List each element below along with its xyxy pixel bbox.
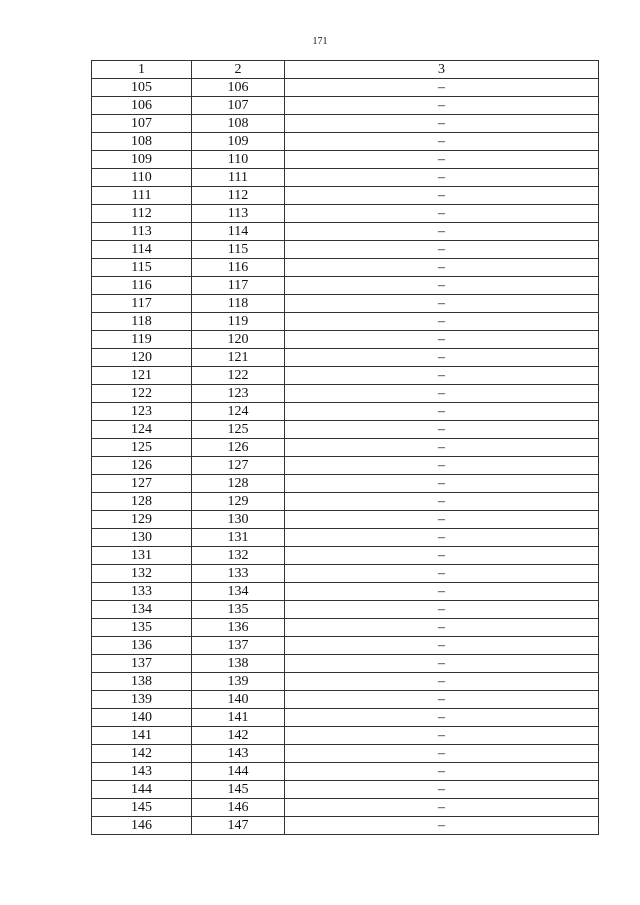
table-row <box>92 727 599 745</box>
table-cell-col-2: 128 <box>192 475 285 493</box>
table-row <box>92 133 599 151</box>
table-cell-col-1: 136 <box>92 637 192 655</box>
table-cell-col-2: 116 <box>192 259 285 277</box>
table-cell-col-2: 142 <box>192 727 285 745</box>
table-row <box>92 619 599 637</box>
table-cell-col-2: 131 <box>192 529 285 547</box>
table-row <box>92 439 599 457</box>
table-cell-col-2: 130 <box>192 511 285 529</box>
table-cell-col-3: – <box>285 493 599 511</box>
table-row <box>92 205 599 223</box>
table-cell-col-3: – <box>285 709 599 727</box>
table-cell-col-3: – <box>285 781 599 799</box>
table-cell-col-1: 126 <box>92 457 192 475</box>
table-cell-col-3: – <box>285 385 599 403</box>
table-cell-col-2: 145 <box>192 781 285 799</box>
table-cell-col-1: 118 <box>92 313 192 331</box>
table-cell-col-1: 121 <box>92 367 192 385</box>
table-cell-col-2: 122 <box>192 367 285 385</box>
table-row <box>92 547 599 565</box>
table-row <box>92 385 599 403</box>
table-cell-col-2: 119 <box>192 313 285 331</box>
table-row <box>92 817 599 835</box>
table-cell-col-2: 113 <box>192 205 285 223</box>
table-cell-col-2: 111 <box>192 169 285 187</box>
table-cell-col-2: 126 <box>192 439 285 457</box>
table-cell-col-1: 113 <box>92 223 192 241</box>
table-cell-col-3: – <box>285 439 599 457</box>
table-row <box>92 295 599 313</box>
table-cell-col-2: 143 <box>192 745 285 763</box>
table-row <box>92 259 599 277</box>
table-cell-col-2: 137 <box>192 637 285 655</box>
table-row <box>92 313 599 331</box>
table-cell-col-2: 134 <box>192 583 285 601</box>
table-cell-col-2: 121 <box>192 349 285 367</box>
table-row <box>92 223 599 241</box>
table-cell-col-1: 108 <box>92 133 192 151</box>
table-cell-col-1: 139 <box>92 691 192 709</box>
table-cell-col-1: 120 <box>92 349 192 367</box>
table-cell-col-1: 122 <box>92 385 192 403</box>
table-cell-col-3: – <box>285 223 599 241</box>
table-cell-col-1: 146 <box>92 817 192 835</box>
table-row <box>92 367 599 385</box>
table-row <box>92 799 599 817</box>
table-cell-col-3: – <box>285 601 599 619</box>
table-header <box>92 61 599 79</box>
table-cell-col-3: – <box>285 637 599 655</box>
table-cell-col-2: 127 <box>192 457 285 475</box>
column-header-2: 2 <box>192 61 285 79</box>
table-body <box>92 79 599 835</box>
table-cell-col-1: 133 <box>92 583 192 601</box>
table-row <box>92 745 599 763</box>
table-cell-col-3: – <box>285 169 599 187</box>
table-cell-col-3: – <box>285 691 599 709</box>
table-cell-col-3: – <box>285 547 599 565</box>
table-cell-col-2: 120 <box>192 331 285 349</box>
table-row <box>92 637 599 655</box>
table-cell-col-3: – <box>285 655 599 673</box>
table-row <box>92 79 599 97</box>
table-cell-col-2: 135 <box>192 601 285 619</box>
table-cell-col-2: 117 <box>192 277 285 295</box>
table-cell-col-2: 140 <box>192 691 285 709</box>
table-cell-col-3: – <box>285 277 599 295</box>
table-cell-col-1: 135 <box>92 619 192 637</box>
table-row <box>92 349 599 367</box>
column-header-3: 3 <box>285 61 599 79</box>
table-cell-col-3: – <box>285 313 599 331</box>
table-cell-col-1: 112 <box>92 205 192 223</box>
table-row <box>92 115 599 133</box>
table-row <box>92 673 599 691</box>
table-cell-col-1: 137 <box>92 655 192 673</box>
table-cell-col-1: 143 <box>92 763 192 781</box>
table-cell-col-2: 110 <box>192 151 285 169</box>
table-cell-col-3: – <box>285 133 599 151</box>
table-cell-col-3: – <box>285 421 599 439</box>
table-cell-col-1: 109 <box>92 151 192 169</box>
table-cell-col-2: 141 <box>192 709 285 727</box>
table-row <box>92 781 599 799</box>
table-cell-col-3: – <box>285 205 599 223</box>
table-cell-col-1: 145 <box>92 799 192 817</box>
table-row <box>92 421 599 439</box>
table-cell-col-3: – <box>285 187 599 205</box>
table-cell-col-3: – <box>285 457 599 475</box>
table-row <box>92 565 599 583</box>
table-cell-col-3: – <box>285 151 599 169</box>
table-cell-col-3: – <box>285 727 599 745</box>
table-cell-col-2: 147 <box>192 817 285 835</box>
table-cell-col-3: – <box>285 565 599 583</box>
table-row <box>92 493 599 511</box>
table-cell-col-2: 114 <box>192 223 285 241</box>
table-cell-col-2: 107 <box>192 97 285 115</box>
table-cell-col-2: 115 <box>192 241 285 259</box>
table-cell-col-3: – <box>285 295 599 313</box>
table-cell-col-3: – <box>285 763 599 781</box>
table-cell-col-1: 106 <box>92 97 192 115</box>
table-cell-col-1: 110 <box>92 169 192 187</box>
table-cell-col-2: 146 <box>192 799 285 817</box>
table-cell-col-2: 136 <box>192 619 285 637</box>
table-cell-col-2: 125 <box>192 421 285 439</box>
table-cell-col-1: 142 <box>92 745 192 763</box>
table-cell-col-2: 138 <box>192 655 285 673</box>
table-row <box>92 331 599 349</box>
table-row <box>92 169 599 187</box>
table-cell-col-2: 123 <box>192 385 285 403</box>
table-row <box>92 97 599 115</box>
table-cell-col-3: – <box>285 259 599 277</box>
table-cell-col-1: 134 <box>92 601 192 619</box>
table-cell-col-3: – <box>285 619 599 637</box>
table-cell-col-3: – <box>285 349 599 367</box>
table-cell-col-3: – <box>285 79 599 97</box>
table-cell-col-2: 133 <box>192 565 285 583</box>
table-cell-col-1: 130 <box>92 529 192 547</box>
table-cell-col-3: – <box>285 817 599 835</box>
table-row <box>92 241 599 259</box>
table-cell-col-1: 144 <box>92 781 192 799</box>
table-cell-col-2: 129 <box>192 493 285 511</box>
table-row <box>92 277 599 295</box>
table-cell-col-1: 128 <box>92 493 192 511</box>
table-cell-col-2: 132 <box>192 547 285 565</box>
table-cell-col-1: 119 <box>92 331 192 349</box>
table-row <box>92 151 599 169</box>
table-cell-col-1: 111 <box>92 187 192 205</box>
table-cell-col-2: 106 <box>192 79 285 97</box>
table-cell-col-1: 127 <box>92 475 192 493</box>
table-cell-col-3: – <box>285 529 599 547</box>
column-header-1: 1 <box>92 61 192 79</box>
table-cell-col-3: – <box>285 673 599 691</box>
table-cell-col-3: – <box>285 241 599 259</box>
table-cell-col-2: 139 <box>192 673 285 691</box>
table-cell-col-3: – <box>285 115 599 133</box>
table-row <box>92 529 599 547</box>
table-row <box>92 187 599 205</box>
table-cell-col-1: 131 <box>92 547 192 565</box>
table-row <box>92 691 599 709</box>
table-cell-col-1: 124 <box>92 421 192 439</box>
table-cell-col-2: 109 <box>192 133 285 151</box>
table-row <box>92 763 599 781</box>
table-cell-col-1: 117 <box>92 295 192 313</box>
table-cell-col-1: 114 <box>92 241 192 259</box>
table-cell-col-3: – <box>285 745 599 763</box>
table-cell-col-2: 108 <box>192 115 285 133</box>
table-cell-col-1: 116 <box>92 277 192 295</box>
table-row <box>92 511 599 529</box>
table-cell-col-3: – <box>285 367 599 385</box>
table-cell-col-3: – <box>285 403 599 421</box>
table-cell-col-2: 144 <box>192 763 285 781</box>
table-cell-col-1: 129 <box>92 511 192 529</box>
table-row <box>92 583 599 601</box>
table-cell-col-3: – <box>285 583 599 601</box>
table-cell-col-3: – <box>285 475 599 493</box>
data-table <box>91 60 599 835</box>
page-number: 171 <box>312 36 328 47</box>
table-cell-col-2: 124 <box>192 403 285 421</box>
table-row <box>92 403 599 421</box>
table-row <box>92 457 599 475</box>
table-cell-col-2: 118 <box>192 295 285 313</box>
table-cell-col-1: 140 <box>92 709 192 727</box>
table-cell-col-3: – <box>285 799 599 817</box>
table-cell-col-1: 107 <box>92 115 192 133</box>
table-cell-col-2: 112 <box>192 187 285 205</box>
table-cell-col-1: 138 <box>92 673 192 691</box>
table-row <box>92 655 599 673</box>
table-row <box>92 601 599 619</box>
table-cell-col-1: 123 <box>92 403 192 421</box>
table-cell-col-1: 115 <box>92 259 192 277</box>
table-cell-col-3: – <box>285 511 599 529</box>
header-row <box>92 61 599 79</box>
table-cell-col-1: 105 <box>92 79 192 97</box>
table-cell-col-1: 125 <box>92 439 192 457</box>
table-cell-col-1: 132 <box>92 565 192 583</box>
table-cell-col-3: – <box>285 97 599 115</box>
table-row <box>92 709 599 727</box>
table-cell-col-3: – <box>285 331 599 349</box>
table-row <box>92 475 599 493</box>
table-cell-col-1: 141 <box>92 727 192 745</box>
